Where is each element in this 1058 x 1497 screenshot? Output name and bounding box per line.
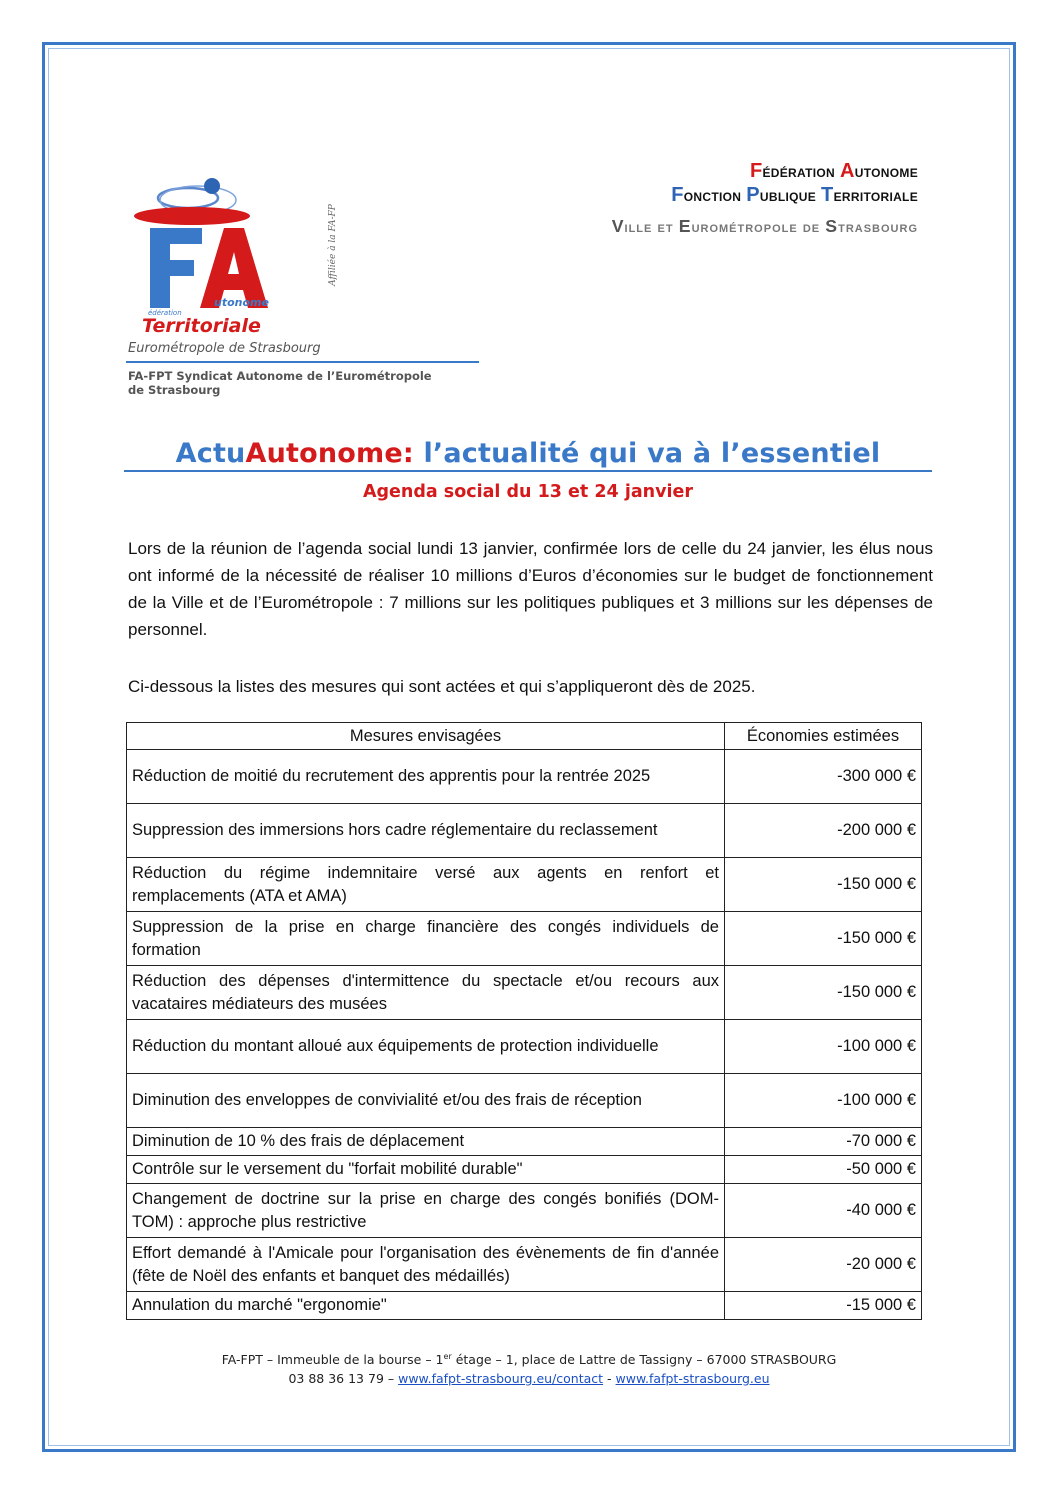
footer-contact: 03 88 36 13 79 – www.fafpt-strasbourg.eu/contact - www.fafpt-strasbourg.eu <box>288 1371 770 1387</box>
page-title: ActuAutonome: l’actualité qui va à l’essentiel <box>175 438 881 469</box>
saving-cell: -20 000 € <box>725 1238 922 1292</box>
saving-cell: -200 000 € <box>725 804 922 858</box>
saving-cell: -100 000 € <box>725 1074 922 1128</box>
table-row <box>127 966 922 1020</box>
intro-paragraph: Lors de la réunion de l’agenda social lundi 13 janvier, confirmée lors de celle du 24 janvier, les élus nous ont informé de la nécessité de réaliser 10 millions d’Euros d’économies sur le budget de fonctionnement de la Ville et de l’Eurométropole : 7 millions sur les politiques publiques et 3 millions sur les dépenses de personnel. <box>128 539 933 639</box>
saving-cell: -70 000 € <box>725 1128 922 1156</box>
table-row <box>127 804 922 858</box>
logo-word-federation: édération <box>148 309 182 317</box>
table-row <box>127 1074 922 1128</box>
table-row <box>127 1156 922 1184</box>
saving-cell: -150 000 € <box>725 912 922 966</box>
contact-link[interactable]: www.fafpt-strasbourg.eu/contact <box>398 1371 604 1387</box>
saving-cell: -50 000 € <box>725 1156 922 1184</box>
table-row <box>127 858 922 912</box>
measure-cell: Effort demandé à l'Amicale pour l'organisation des évènements de fin d'année (fête de Noël des enfants et banquet des médaillés) <box>127 1238 725 1292</box>
website-link[interactable]: www.fafpt-strasbourg.eu <box>615 1371 770 1387</box>
col-header-measures: Mesures envisagées <box>127 723 725 750</box>
measure-cell: Diminution des enveloppes de convivialité et/ou des frais de réception <box>127 1074 725 1128</box>
footer <box>124 1347 934 1388</box>
table-row <box>127 750 922 804</box>
measure-cell: Réduction des dépenses d'intermittence du spectacle et/ou recours aux vacataires médiateurs des musées <box>127 966 725 1020</box>
table-row <box>127 912 922 966</box>
table-row <box>127 1128 922 1156</box>
col-header-savings: Économies estimées <box>725 723 922 750</box>
measure-cell: Annulation du marché "ergonomie" <box>127 1292 725 1320</box>
table-row <box>127 1184 922 1238</box>
page-subtitle: Agenda social du 13 et 24 janvier <box>362 482 693 502</box>
measures-table <box>126 722 922 1320</box>
logo-divider <box>126 361 479 363</box>
footer-address: FA-FPT – Immeuble de la bourse – 1er étage – 1, place de Lattre de Tassigny – 67000 STRASBOURG <box>221 1352 837 1368</box>
logo-word-territoriale: Territoriale <box>142 315 261 337</box>
measure-cell: Contrôle sur le versement du "forfait mobilité durable" <box>127 1156 725 1184</box>
table-row <box>127 1292 922 1320</box>
fa-logo <box>128 168 328 358</box>
logo-caption: Eurométropole de Strasbourg <box>128 341 321 356</box>
saving-cell: -150 000 € <box>725 858 922 912</box>
federation-name-line3: Ville et Eurométropole de Strasbourg <box>611 216 918 236</box>
federation-name-line1: Fédération Autonome <box>749 160 918 182</box>
measure-cell: Réduction de moitié du recrutement des apprentis pour la rentrée 2025 <box>127 750 725 804</box>
table-row <box>127 1238 922 1292</box>
saving-cell: -100 000 € <box>725 1020 922 1074</box>
measure-cell: Réduction du régime indemnitaire versé aux agents en renfort et remplacements (ATA et AMA) <box>127 858 725 912</box>
title-underline <box>124 470 932 472</box>
footer-phone: 03 88 36 13 79 – <box>288 1371 399 1387</box>
measure-cell: Suppression des immersions hors cadre réglementaire du reclassement <box>127 804 725 858</box>
org-subline: FA-FPT Syndicat Autonome de l’Eurométropole de Strasbourg <box>128 369 432 397</box>
federation-name-line2: Fonction Publique Territoriale <box>671 184 918 206</box>
affiliation-text: Affiliée à la FA-FP <box>327 204 338 286</box>
title-block <box>124 438 932 469</box>
saving-cell: -150 000 € <box>725 966 922 1020</box>
measure-cell: Réduction du montant alloué aux équipements de protection individuelle <box>127 1020 725 1074</box>
measure-cell: Diminution de 10 % des frais de déplacement <box>127 1128 725 1156</box>
measure-cell: Changement de doctrine sur la prise en charge des congés bonifiés (DOM-TOM) : approche plus restrictive <box>127 1184 725 1238</box>
saving-cell: -15 000 € <box>725 1292 922 1320</box>
list-intro-paragraph: Ci-dessous la listes des mesures qui sont actées et qui s’appliqueront dès de 2025. <box>128 677 756 696</box>
saving-cell: -40 000 € <box>725 1184 922 1238</box>
table-header-row <box>127 723 922 750</box>
logo-word-autonome: utonome <box>214 296 269 309</box>
fed-line1-a: édération <box>762 162 840 181</box>
saving-cell: -300 000 € <box>725 750 922 804</box>
measure-cell: Suppression de la prise en charge financière des congés individuels de formation <box>127 912 725 966</box>
table-row <box>127 1020 922 1074</box>
